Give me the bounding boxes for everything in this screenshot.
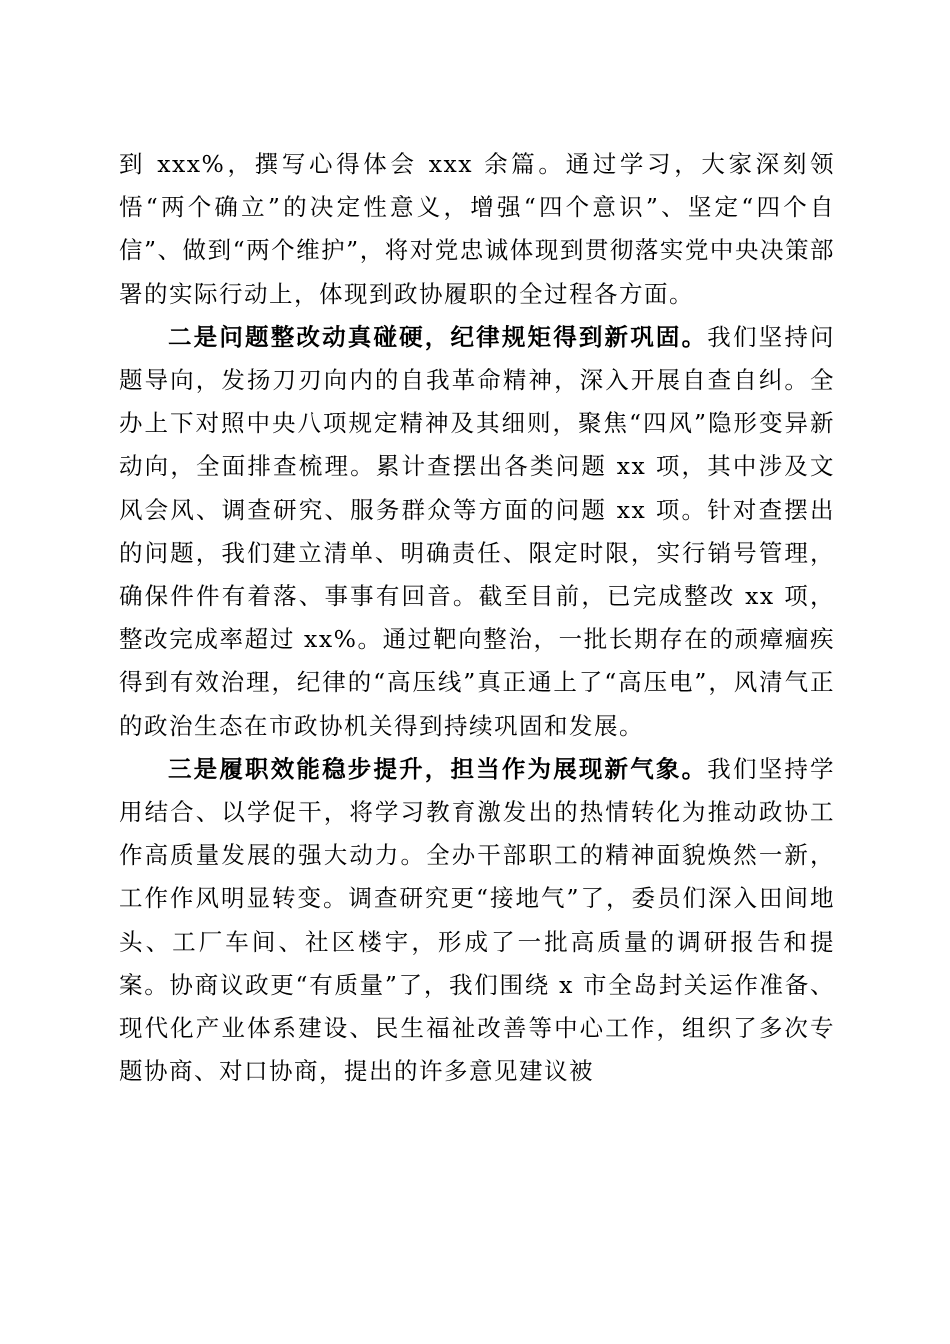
paragraph-3-heading: 三是履职效能稳步提升，担当作为展现新气象。 xyxy=(168,754,708,783)
paragraph-3-body: 我们坚持学用结合、以学促干，将学习教育激发出的热情转化为推动政协工作高质量发展的强大动力。全办干部职工的精神面貌焕然一新，工作作风明显转变。调查研究更“接地气”了，委员们深入田间地头、工厂车间、社区楼宇，形成了一批高质量的调研报告和提案。协商议政更“有质量”了，我们围绕 x 市全岛封关运作准备、现代化产业体系建设、民生福祉改善等中心工作，组织了多次专题协商、对口协商，提出的许多意见建议被 xyxy=(119,754,836,1086)
paragraph-3 xyxy=(119,748,835,1094)
document-body xyxy=(119,143,835,1093)
paragraph-2-body: 我们坚持问题导向，发扬刀刃向内的自我革命精神，深入开展自查自纠。全办上下对照中央八项规定精神及其细则，聚焦“四风”隐形变异新动向，全面排查梳理。累计查摆出各类问题 xx 项，其中涉及文风会风、调查研究、服务群众等方面的问题 xx 项。针对查摆出的问题，我们建立清单、明确责任、限定时限，实行销号管理，确保件件有着落、事事有回音。截至目前，已完成整改 xx 项，整改完成率超过 xx%。通过靶向整治，一批长期存在的顽瘴痼疾得到有效治理，纪律的“高压线”真正通上了“高压电”，风清气正的政治生态在市政协机关得到持续巩固和发展。 xyxy=(119,322,836,740)
paragraph-1-body: 到 xxx%，撰写心得体会 xxx 余篇。通过学习，大家深刻领悟“两个确立”的决定性意义，增强“四个意识”、坚定“四个自信”、做到“两个维护”，将对党忠诚体现到贯彻落实党中央决策部署的实际行动上，体现到政协履职的全过程各方面。 xyxy=(119,150,835,308)
paragraph-1 xyxy=(119,143,835,316)
paragraph-2-heading: 二是问题整改动真碰硬，纪律规矩得到新巩固。 xyxy=(168,322,708,351)
paragraph-2 xyxy=(119,316,835,748)
